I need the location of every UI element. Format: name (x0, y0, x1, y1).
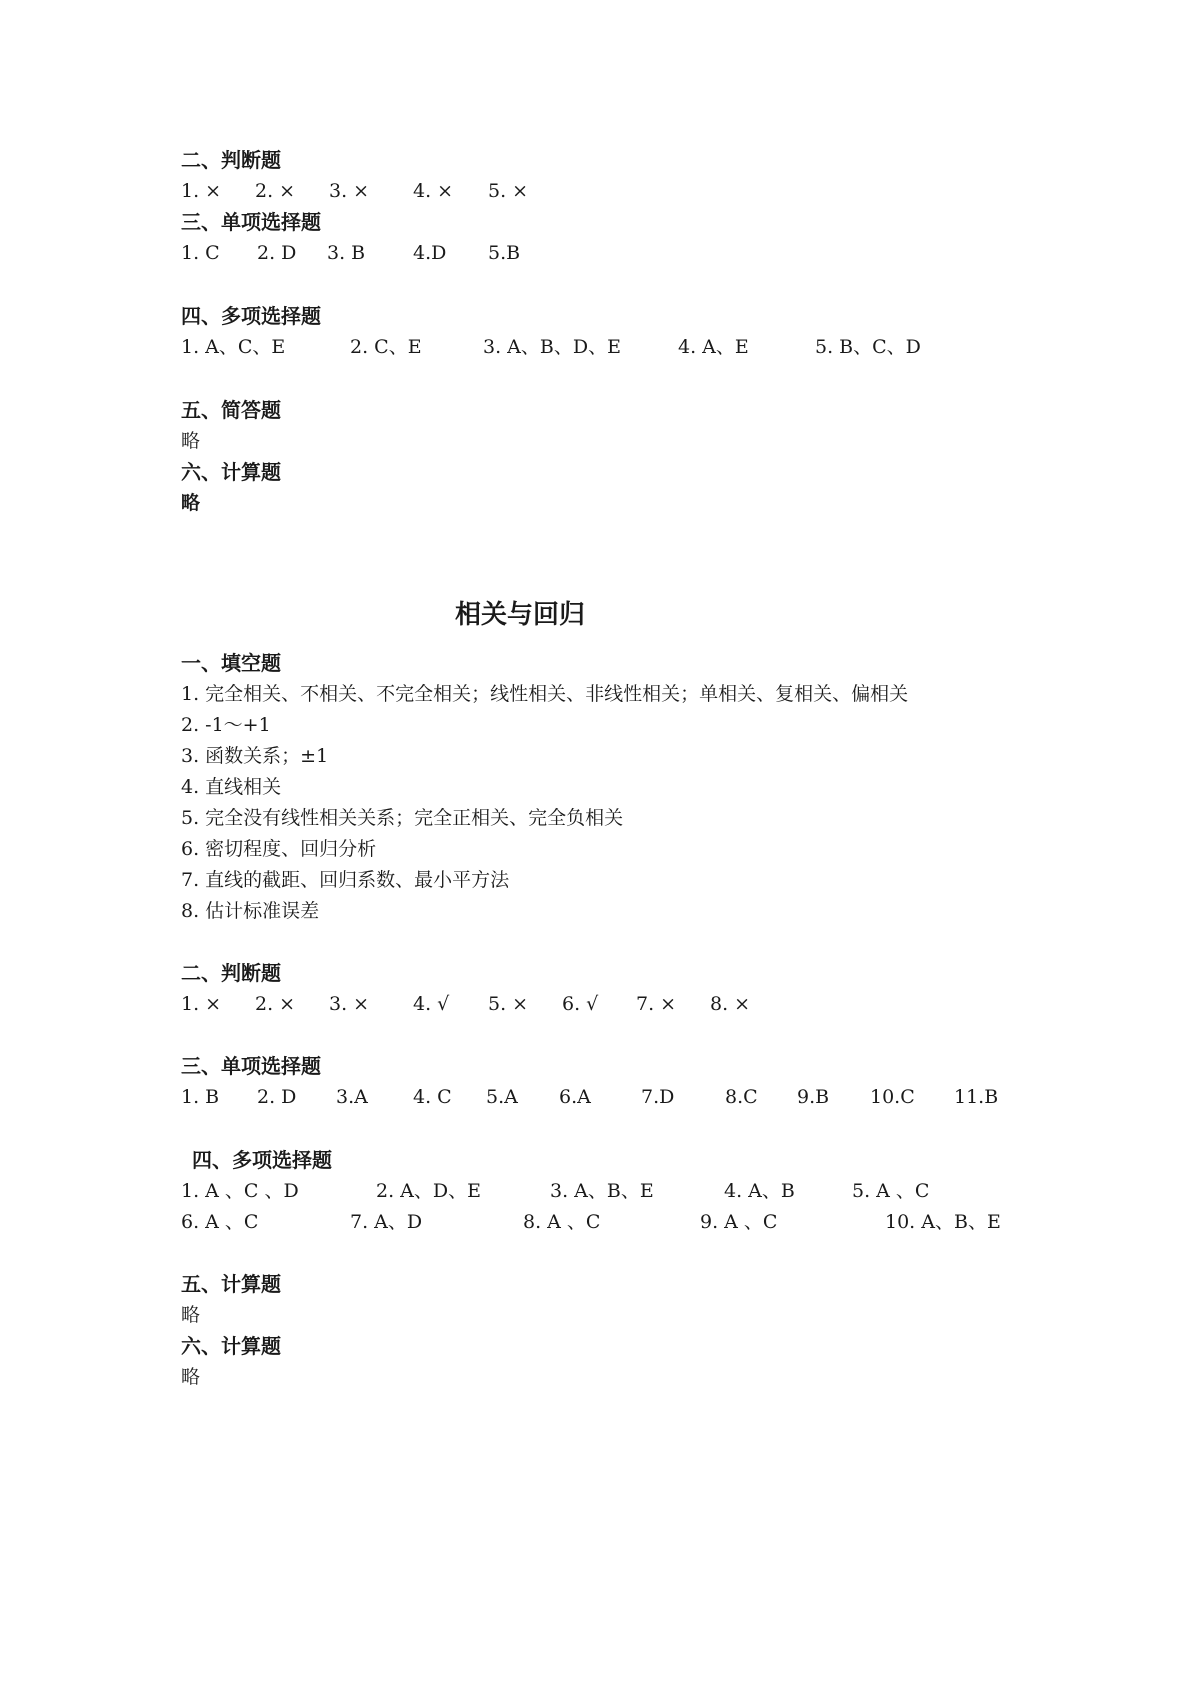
answer-item: 8. × (710, 993, 751, 1015)
section-heading-calculation: 五、计算题 (181, 1272, 281, 1296)
fill-blank-item: 2. -1～+1 (181, 714, 271, 736)
answer-item: 3. × (329, 180, 370, 202)
answer-item: 1. A 、C 、D (181, 1180, 299, 1202)
answer-item: 7. × (636, 993, 677, 1015)
answer-item: 6. √ (562, 993, 599, 1015)
answer-item: 1. × (181, 180, 222, 202)
single-choice-answers-row (0, 240, 1191, 266)
answer-item: 4. × (413, 180, 454, 202)
calculation-body: 略 (181, 1304, 201, 1326)
answer-item: 4.D (413, 242, 447, 264)
answer-item: 9. A 、C (700, 1211, 778, 1233)
section-heading-multi-choice: 四、多项选择题 (192, 1148, 332, 1172)
section-heading-calculation: 六、计算题 (181, 1334, 281, 1358)
calculation-body: 略 (181, 1366, 201, 1388)
answer-item: 4. C (413, 1086, 452, 1108)
answer-item: 3. B (327, 242, 366, 264)
section-heading-judge: 二、判断题 (181, 961, 281, 985)
answer-item: 2. D (257, 1086, 297, 1108)
answer-item: 2. D (257, 242, 297, 264)
answer-item: 5. × (488, 993, 529, 1015)
section-heading-short-answer: 五、简答题 (181, 398, 281, 422)
answer-item: 2. × (255, 180, 296, 202)
section-heading-single-choice: 三、单项选择题 (181, 210, 321, 234)
answer-item: 6. A 、C (181, 1211, 259, 1233)
answer-item: 1. B (181, 1086, 220, 1108)
fill-blank-item: 5. 完全没有线性相关关系；完全正相关、完全负相关 (181, 807, 624, 829)
answer-item: 8.C (725, 1086, 758, 1108)
answer-item: 5. × (488, 180, 529, 202)
answer-item: 2. C、E (350, 336, 422, 358)
answer-item: 7. A、D (350, 1211, 423, 1233)
answer-item: 5. B、C、D (815, 336, 921, 358)
answer-item: 3.A (336, 1086, 368, 1108)
section-heading-calculation: 六、计算题 (181, 460, 281, 484)
answer-item: 1. × (181, 993, 222, 1015)
fill-blank-item: 7. 直线的截距、回归系数、最小平方法 (181, 869, 510, 891)
answer-item: 9.B (797, 1086, 830, 1108)
section-heading-fill-blank: 一、填空题 (181, 651, 281, 675)
answer-item: 4. √ (413, 993, 450, 1015)
section-heading-multi-choice: 四、多项选择题 (181, 304, 321, 328)
answer-item: 6.A (559, 1086, 591, 1108)
answer-item: 5. A 、C (852, 1180, 930, 1202)
answer-item: 11.B (954, 1086, 999, 1108)
answer-item: 1. A、C、E (181, 336, 286, 358)
answer-item: 3. × (329, 993, 370, 1015)
chapter-title: 相关与回归 (454, 600, 585, 630)
fill-blank-item: 3. 函数关系；±1 (181, 745, 329, 767)
section-heading-single-choice: 三、单项选择题 (181, 1054, 321, 1078)
section-heading-judge: 二、判断题 (181, 148, 281, 172)
answer-item: 7.D (641, 1086, 675, 1108)
fill-blank-item: 1. 完全相关、不相关、不完全相关；线性相关、非线性相关；单相关、复相关、偏相关 (181, 683, 909, 705)
answer-item: 1. C (181, 242, 220, 264)
multi-choice-answers-row (0, 334, 1191, 360)
answer-item: 4. A、E (678, 336, 749, 358)
answer-item: 2. × (255, 993, 296, 1015)
calculation-body: 略 (181, 492, 201, 514)
multi-choice-answers-row (0, 1209, 1191, 1235)
multi-choice-answers-row (0, 1178, 1191, 1204)
fill-blank-item: 4. 直线相关 (181, 776, 282, 798)
answer-item: 2. A、D、E (376, 1180, 481, 1202)
answer-item: 3. A、B、E (550, 1180, 654, 1202)
answer-item: 10.C (870, 1086, 915, 1108)
answer-item: 5.A (486, 1086, 518, 1108)
answer-item: 8. A 、C (523, 1211, 601, 1233)
answer-item: 4. A、B (724, 1180, 795, 1202)
judge-answers-row (0, 991, 1191, 1017)
fill-blank-item: 8. 估计标准误差 (181, 900, 320, 922)
judge-answers-row (0, 178, 1191, 204)
fill-blank-item: 6. 密切程度、回归分析 (181, 838, 377, 860)
answer-item: 5.B (488, 242, 521, 264)
answer-item: 10. A、B、E (885, 1211, 1001, 1233)
single-choice-answers-row (0, 1084, 1191, 1110)
short-answer-body: 略 (181, 430, 201, 452)
answer-item: 3. A、B、D、E (483, 336, 621, 358)
